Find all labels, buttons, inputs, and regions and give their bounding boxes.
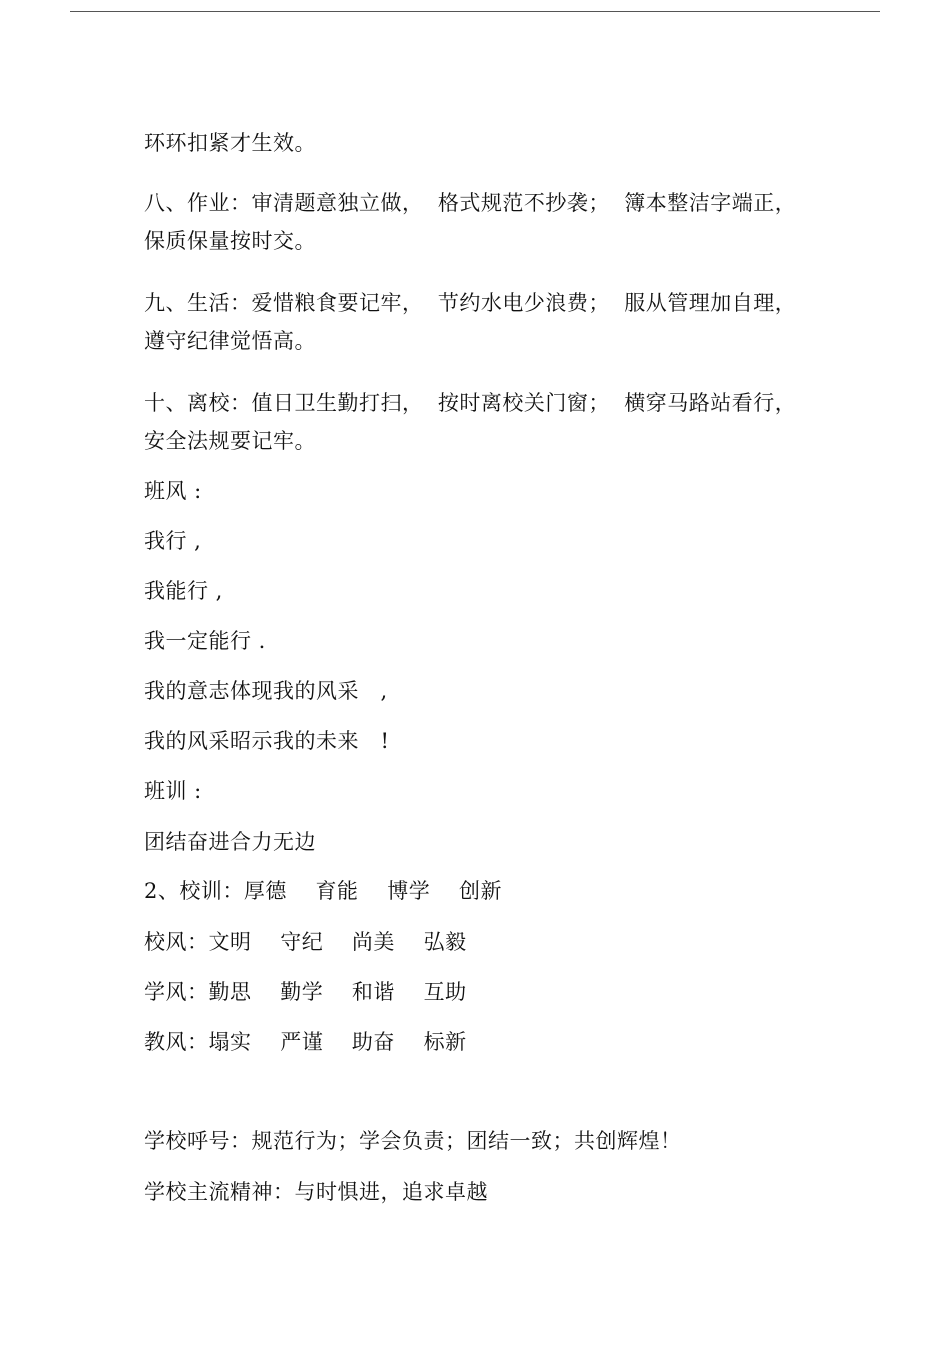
rule-8-line-2: 保质保量按时交。 xyxy=(144,229,316,253)
teaching-style: 教风：塌实 严谨 助奋 标新 xyxy=(144,1030,467,1054)
class-style-line: 我的意志体现我的风采 , xyxy=(144,679,388,703)
class-style-line: 我的风采昭示我的未来 ! xyxy=(144,729,390,753)
rule-9-line-1: 九、生活：爱惜粮食要记牢， 节约水电少浪费； 服从管理加自理， xyxy=(144,291,797,315)
rule-8-line-1: 八、作业：审清题意独立做， 格式规范不抄袭； 簿本整洁字端正， xyxy=(144,191,797,215)
school-slogan: 学校呼号：规范行为；学会负责；团结一致；共创辉煌！ xyxy=(144,1129,682,1153)
school-style: 校风：文明 守纪 尚美 弘毅 xyxy=(144,930,467,954)
class-style-line: 我行 , xyxy=(144,529,202,553)
school-spirit: 学校主流精神：与时惧进，追求卓越 xyxy=(144,1180,488,1204)
school-motto: 2、校训：厚德 育能 博学 创新 xyxy=(144,879,502,903)
study-style: 学风：勤思 勤学 和谐 互助 xyxy=(144,980,467,1004)
rule-10-line-1: 十、离校：值日卫生勤打扫， 按时离校关门窗； 横穿马路站看行， xyxy=(144,391,797,415)
class-motto-text: 团结奋进合力无边 xyxy=(144,830,316,854)
rule-9-line-2: 遵守纪律觉悟高。 xyxy=(144,329,316,353)
class-style-line: 我能行 , xyxy=(144,579,223,603)
rule-10-line-2: 安全法规要记牢。 xyxy=(144,429,316,453)
header-rule xyxy=(70,11,880,12)
text-line: 环环扣紧才生效。 xyxy=(144,131,316,155)
class-style-heading: 班风 : xyxy=(144,479,202,503)
class-style-line: 我一定能行 . xyxy=(144,629,266,653)
class-motto-heading: 班训 : xyxy=(144,779,202,803)
